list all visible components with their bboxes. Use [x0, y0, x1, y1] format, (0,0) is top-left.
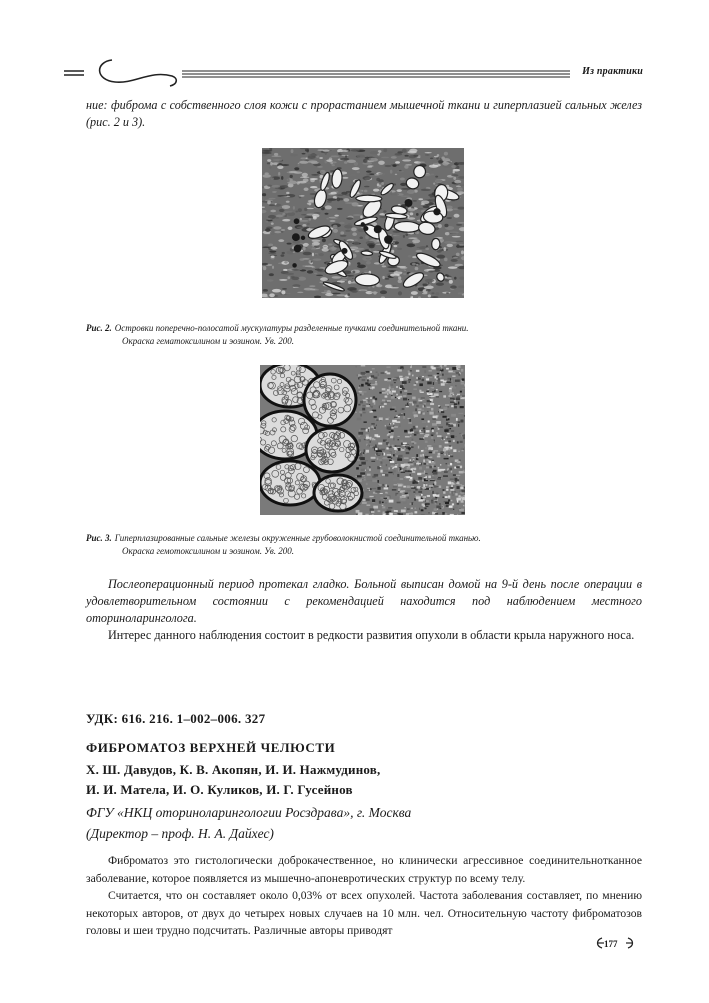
figure-2-caption-line1: Островки поперечно-полосатой мускулатуры разделенные пучками соединительной ткани.: [114, 323, 469, 333]
figure-3-label: Рис. 3.: [86, 533, 112, 543]
page-number: 177: [604, 939, 618, 949]
affiliation-line-1: ФГУ «НКЦ оториноларингологии Росздрава», г. Москва: [86, 805, 412, 820]
section-label: Из практики: [582, 66, 643, 77]
figure-3-caption: [86, 532, 606, 558]
authors-line-2: И. И. Матела, И. О. Куликов, И. Г. Гусейнов: [86, 782, 353, 797]
article-paragraph-1: Фиброматоз это гистологически доброкачественное, но клинически агрессивное соединительнотканное заболевание, которое появляется из мышечно-апоневротических структур по всему телу.: [86, 854, 642, 885]
affiliation-line-2: (Директор – проф. Н. А. Дайхес): [86, 826, 274, 841]
intro-paragraph: ние: фиброма с собственного слоя кожи с прорастанием мышечной ткани и гиперплазией сальных желез (рис. 2 и 3).: [86, 98, 642, 129]
udk-code: УДК: 616. 216. 1–002–006. 327: [86, 711, 266, 726]
article-title: ФИБРОМАТОЗ ВЕРХНЕЙ ЧЕЛЮСТИ: [86, 740, 336, 755]
article-paragraph-2: Считается, что он составляет около 0,03% от всех опухолей. Частота заболевания составляет, по мнению некоторых авторов, от двух до четырех новых случаев на 10 млн. чел. Относительную частоту фиброматозов головы и шеи трудно подсчитать. Различные авторы приводят: [86, 889, 642, 937]
interest-paragraph: Интерес данного наблюдения состоит в редкости развития опухоли в области крыла наружного носа.: [108, 628, 635, 642]
figure-3-micrograph: [260, 365, 465, 515]
figure-2-caption-line2: Окраска гематоксилином и эозином. Ув. 200.: [122, 336, 295, 346]
authors-line-1: Х. Ш. Давудов, К. В. Акопян, И. И. Нажмудинов,: [86, 762, 381, 777]
header-ornament: [0, 0, 709, 100]
page-header: [0, 0, 709, 100]
figure-2-caption: [86, 322, 606, 348]
figure-3-caption-line1: Гиперплазированные сальные железы окруженные грубоволокнистой соединительной тканью.: [114, 533, 481, 543]
figure-3-caption-line2: Окраска гемотоксилином и эозином. Ув. 200.: [122, 546, 295, 556]
figure-2-label: Рис. 2.: [86, 323, 112, 333]
postop-paragraph: Послеоперационный период протекал гладко. Больной выписан домой на 9-й день после операции в удовлетворительном состоянии с рекомендацией находится под наблюдением местного оториноларинголога.: [86, 577, 642, 625]
figure-2-micrograph: [262, 148, 464, 298]
